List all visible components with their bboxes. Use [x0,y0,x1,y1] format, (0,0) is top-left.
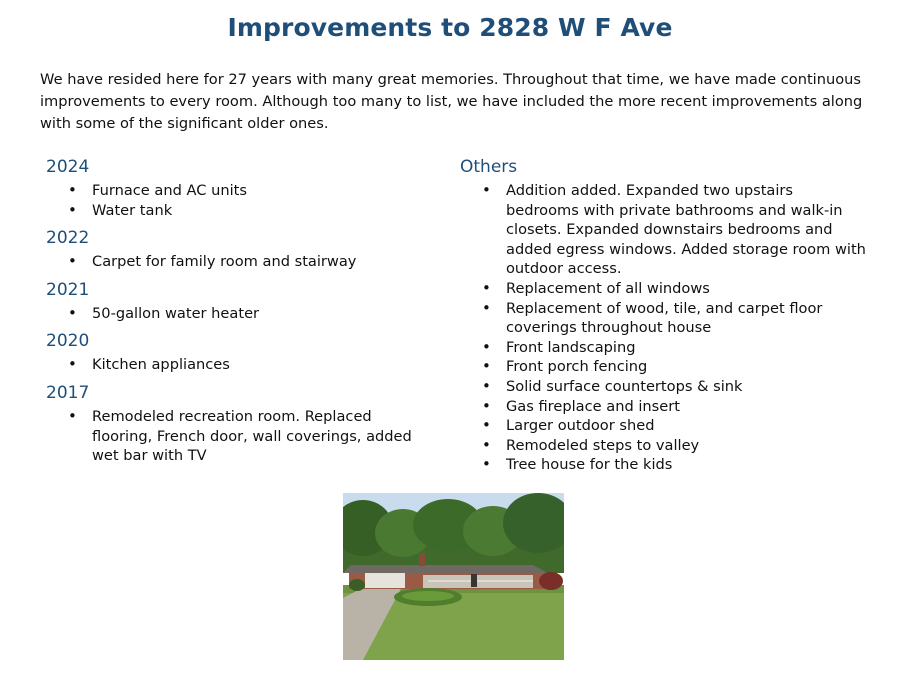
list-item: • Gas fireplace and insert [460,397,870,417]
list-item: • 50-gallon water heater [46,304,436,324]
list-item: • Addition added. Expanded two upstairs bedrooms with private bathrooms and walk-in closets. Expanded downstairs bedrooms and added egress windows. Added storage room with outdoor access. [460,181,870,279]
house-photo [343,493,564,660]
list-item: • Replacement of all windows [460,279,870,299]
list-item: • Furnace and AC units [46,181,436,201]
list-item: • Solid surface countertops & sink [460,377,870,397]
others-item-list [460,181,870,475]
intro-paragraph: We have resided here for 27 years with many great memories. Throughout that time, we have made continuous improvements to every room. Although too many to list, we have included the more recent improvements along with some of the significant older ones. [40,71,863,132]
year-item-list [46,181,436,220]
year-section [46,226,436,272]
others-heading: Others [460,157,518,177]
list-item: • Tree house for the kids [460,455,870,475]
year-item-list [46,252,436,272]
list-item: • Kitchen appliances [46,355,436,375]
list-item: • Water tank [46,201,436,221]
year-heading: 2021 [46,279,90,300]
year-item-list [46,304,436,324]
year-item-list [46,407,436,466]
yearly-improvements-column [46,155,436,472]
list-item: • Remodeled recreation room. Replaced flooring, French door, wall coverings, added wet bar with TV [46,407,436,466]
page-title: Improvements to 2828 W F Ave [227,12,673,42]
year-heading: 2024 [46,157,90,177]
year-heading: 2020 [46,331,90,352]
year-section [46,155,436,220]
list-item: • Replacement of wood, tile, and carpet floor coverings throughout house [460,299,870,338]
year-section [46,278,436,324]
year-section [46,381,436,466]
other-improvements-column [460,155,870,481]
list-item: • Remodeled steps to valley [460,436,870,456]
list-item: • Front landscaping [460,338,870,358]
list-item: • Front porch fencing [460,357,870,377]
year-heading: 2022 [46,228,90,249]
year-heading: 2017 [46,382,90,403]
list-item: • Larger outdoor shed [460,416,870,436]
list-item: • Carpet for family room and stairway [46,252,436,272]
year-item-list [46,355,436,375]
year-section [46,329,436,375]
